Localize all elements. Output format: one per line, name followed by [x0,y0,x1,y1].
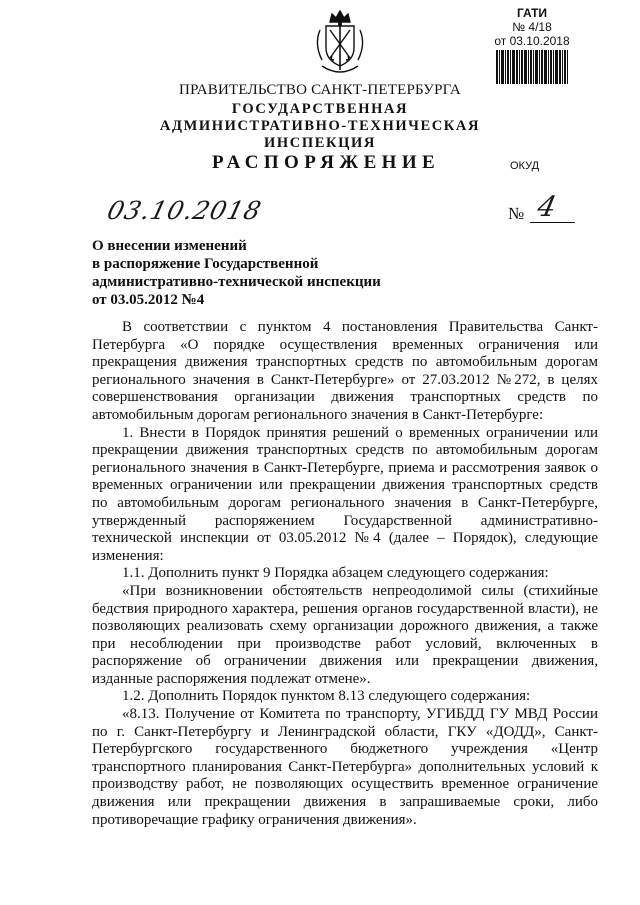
body-paragraph: «8.13. Получение от Комитета по транспорту, УГИБДД ГУ МВД России по г. Санкт-Петербургу и Ленинградской области, ГКУ «ДОДД», Санкт-Петербургского государственного бюджетного учреждения «Центр транспортного планирования Санкт-Петербурга» дополнительных условий к производству работ, не позволяющих осуществить временное ограничение движения или прекращении движения в запрашиваемые сроки, либо противоречащие графику ограничения движения». [92,706,598,828]
body-paragraph: В соответствии с пунктом 4 постановления Правительства Санкт-Петербурга «О порядке осуществления временных ограничения или прекращения движения транспортных средств по автомобильным дорогам регионального значения в Санкт-Петербурге» от 27.03.2012 №272, в целях совершенствования организации движения транспортных средств по автомобильным дорогам регионального значения в Санкт-Петербурге: [92,319,598,423]
subject-line: административно-технической инспекции [92,274,381,290]
barcode-icon [496,50,568,84]
government-name: ПРАВИТЕЛЬСТВО САНКТ-ПЕТЕРБУРГА [179,82,461,98]
stamp-org: ГАТИ [516,6,548,20]
inspection-name [0,101,640,152]
coat-of-arms-icon [310,8,370,84]
stamp-number: № 4/18 [512,20,552,34]
okud-label: ОКУД [510,160,540,172]
subject-line: в распоряжение Государственной [92,256,319,272]
registration-stamp [494,6,570,84]
subject-line: от 03.05.2012 №4 [92,292,205,308]
document-type: РАСПОРЯЖЕНИЕ [212,152,441,173]
handwritten-number: 4 [534,190,560,223]
inspection-line: АДМИНИСТРАТИВНО-ТЕХНИЧЕСКАЯ [159,118,481,134]
body-paragraph: 1.1. Дополнить пункт 9 Порядка абзацем следующего содержания: [122,565,549,582]
document-body [92,319,598,829]
subject-line: О внесении изменений [92,238,247,254]
body-paragraph: 1.2. Дополнить Порядок пунктом 8.13 следующего содержания: [122,688,531,705]
body-paragraph: 1. Внести в Порядок принятия решений о временных ограничении или прекращении движения транспортных средств по автомобильным дорогам регионального значения в Санкт-Петербурге, приема и рассмотрения заявок о временных ограничении или прекращении движения транспортных средств по автомобильным дорогам регионального значения в Санкт-Петербурге, утвержденный распоряжением Государственной административно-технической инспекции от 03.05.2012 №4 (далее – Порядок), следующие изменения: [92,424,598,564]
document-subject [92,237,412,309]
handwritten-date: 03.10.2018 [104,196,265,225]
inspection-line: ИНСПЕКЦИЯ [264,135,376,151]
stamp-date: от 03.10.2018 [494,34,570,48]
inspection-line: ГОСУДАРСТВЕННАЯ [231,101,409,117]
body-paragraph: «При возникновении обстоятельств непреодолимой силы (стихийные бедствия природного характера, решения органов государственной власти), не позволяющих реализовать схему организации дорожного движения, а также при несоблюдении при производстве работ условий, включенных в распоряжение об ограничении движения или прекращении движения, изданные распоряжения подлежат отмене». [92,582,598,687]
number-label: № [508,204,525,223]
